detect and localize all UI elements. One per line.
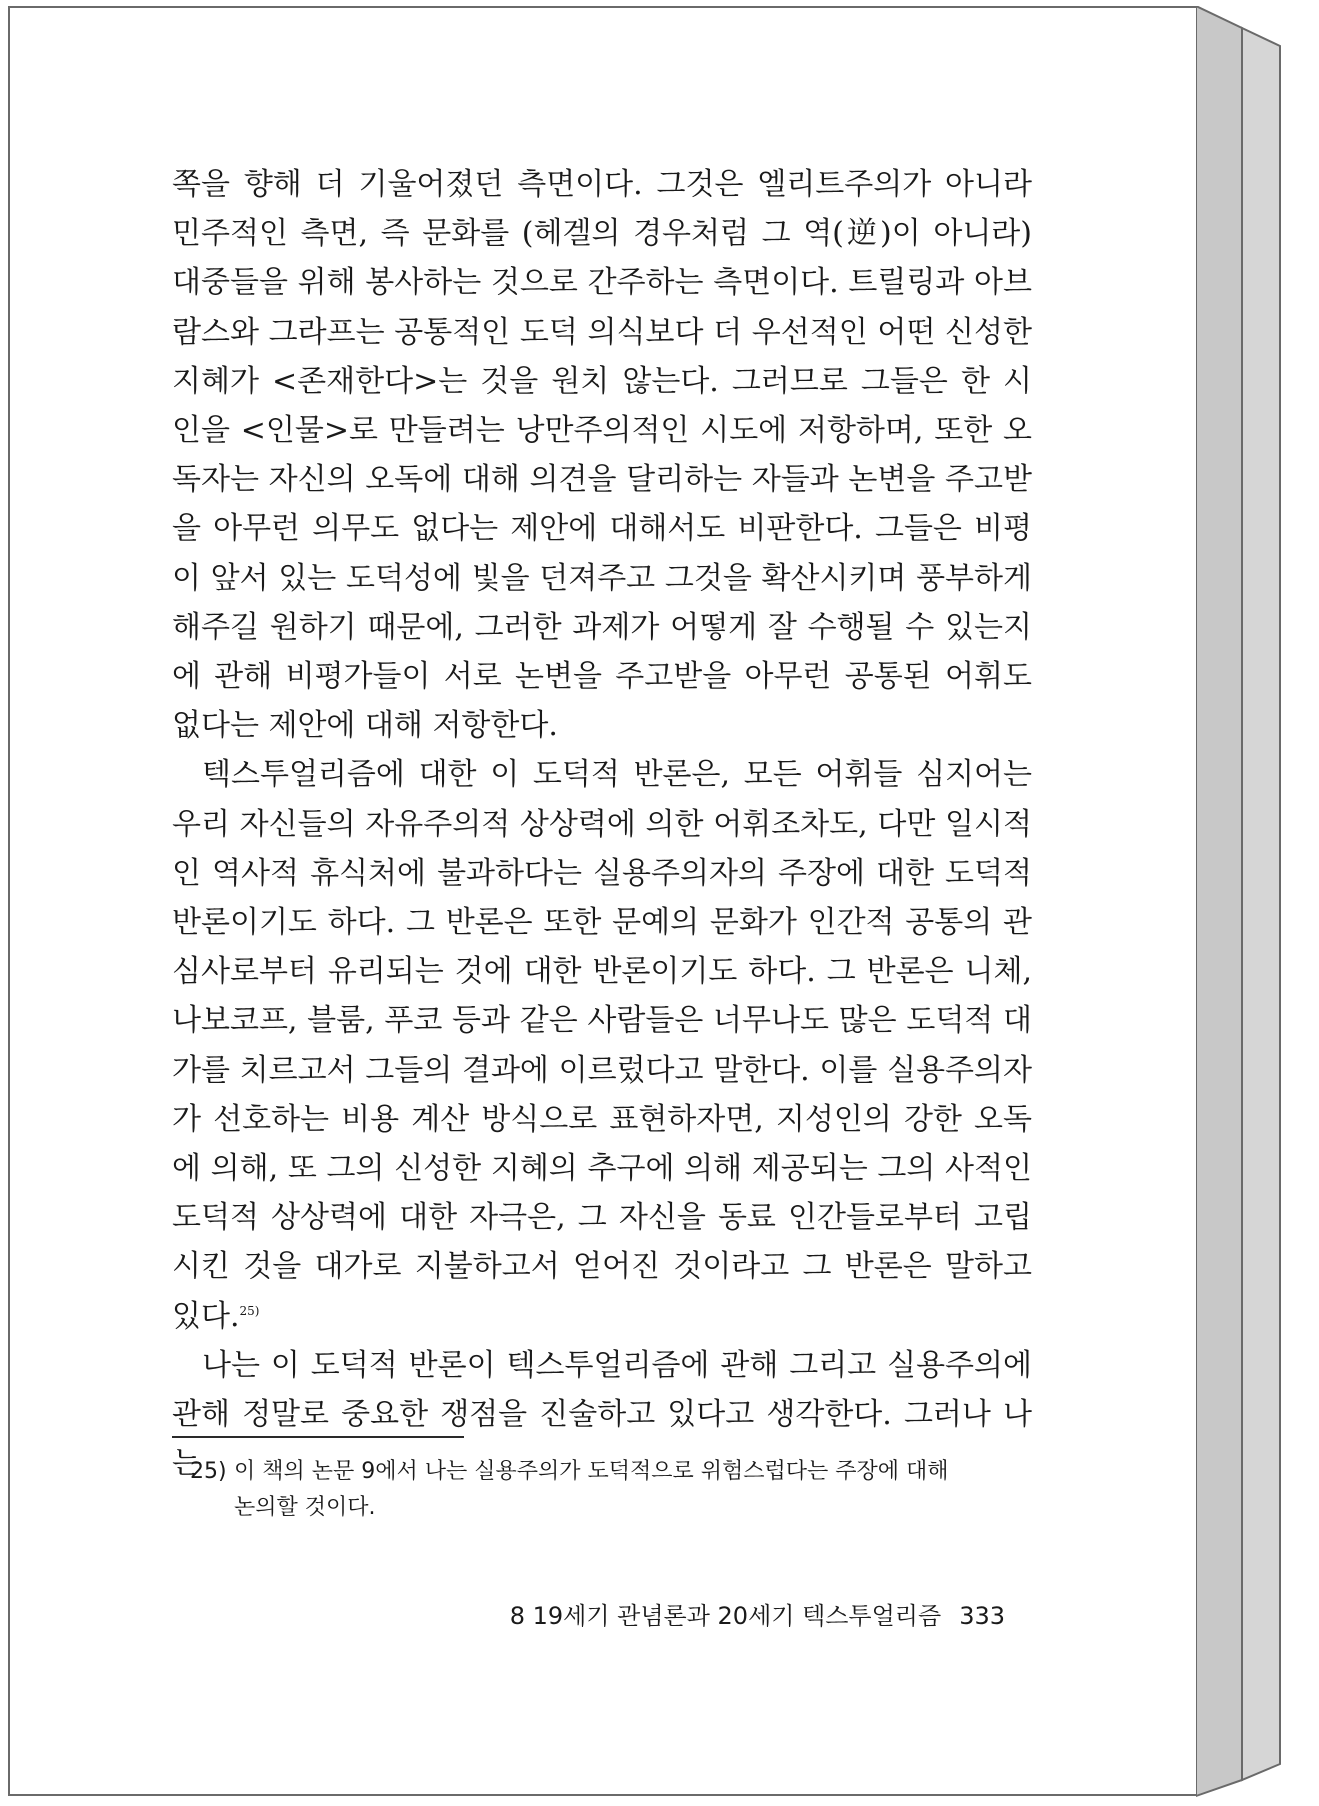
paragraph-2-text: 텍스투얼리즘에 대한 이 도덕적 반론은, 모든 어휘들 심지어는 우리 자신들의 자유주의적 상상력에 의한 어휘조차도, 다만 일시적인 역사적 휴식처에 불과하다는 실용주의자의 주장에 대한 도덕적 반론이기도 하다. 그 반론은 또한 문예의 문화가 인간적 공통의 관심사로부터 유리되는 것에 대한 반론이기도 하다. 그 반론은 니체, 나보코프, 블룸, 푸코 등과 같은 사람들은 너무나도 많은 도덕적 대가를 치르고서 그들의 결과에 이르렀다고 말한다. 이를 실용주의자가 선호하는 비용 계산 방식으로 표현하자면, 지성인의 강한 오독에 의해, 또 그의 신성한 지혜의 추구에 의해 제공되는 그의 사적인 도덕적 상상력에 대한 자극은, 그 자신을 동료 인간들로부터 고립시킨 것을 대가로 지불하고서 얻어진 것이라고 그 반론은 말하고 있다. (172, 757, 1032, 1334)
paragraph-1: 쪽을 향해 더 기울어졌던 측면이다. 그것은 엘리트주의가 아니라 민주적인 측면, 즉 문화를 (헤겔의 경우처럼 그 역(逆)이 아니라) 대중들을 위해 봉사하는 것으로 간주하는 측면이다. 트릴링과 아브람스와 그라프는 공통적인 도덕 의식보다 더 우선적인 어떤 신성한 지혜가 <존재한다>는 것을 원치 않는다. 그러므로 그들은 한 시인을 <인물>로 만들려는 낭만주의적인 시도에 저항하며, 또한 오독자는 자신의 오독에 대해 의견을 달리하는 자들과 논변을 주고받을 아무런 의무도 없다는 제안에 대해서도 비판한다. 그들은 비평이 앞서 있는 도덕성에 빛을 던져주고 그것을 확산시키며 풍부하게 해주길 원하기 때문에, 그러한 과제가 어떻게 잘 수행될 수 있는지에 관해 비평가들이 서로 논변을 주고받을 아무런 공통된 어휘도 없다는 제안에 대해 저항한다. (172, 167, 1032, 744)
footnote-divider (172, 1436, 464, 1438)
running-title: 8 19세기 관념론과 20세기 텍스투얼리즘 (509, 1602, 942, 1630)
footnote-line-2: 논의할 것이다. (234, 1495, 376, 1520)
page-edge-shadow (1196, 6, 1306, 1802)
footnote (190, 1454, 1034, 1526)
page-number: 333 (959, 1602, 1005, 1630)
footnote-line-1: 이 책의 논문 9에서 나는 실용주의가 도덕적으로 위험스럽다는 주장에 대해 (234, 1459, 949, 1484)
body-text (172, 160, 1032, 1488)
paragraph-2 (172, 750, 1032, 1340)
paragraph-3: 나는 이 도덕적 반론이 텍스투얼리즘에 관해 그리고 실용주의에 관해 정말로 중요한 쟁점을 진술하고 있다고 생각한다. 그러나 나는 (172, 1347, 1032, 1482)
footnote-reference: 25) (239, 1303, 260, 1318)
footnote-number: 25) (190, 1459, 227, 1484)
running-footer (510, 1596, 1005, 1631)
